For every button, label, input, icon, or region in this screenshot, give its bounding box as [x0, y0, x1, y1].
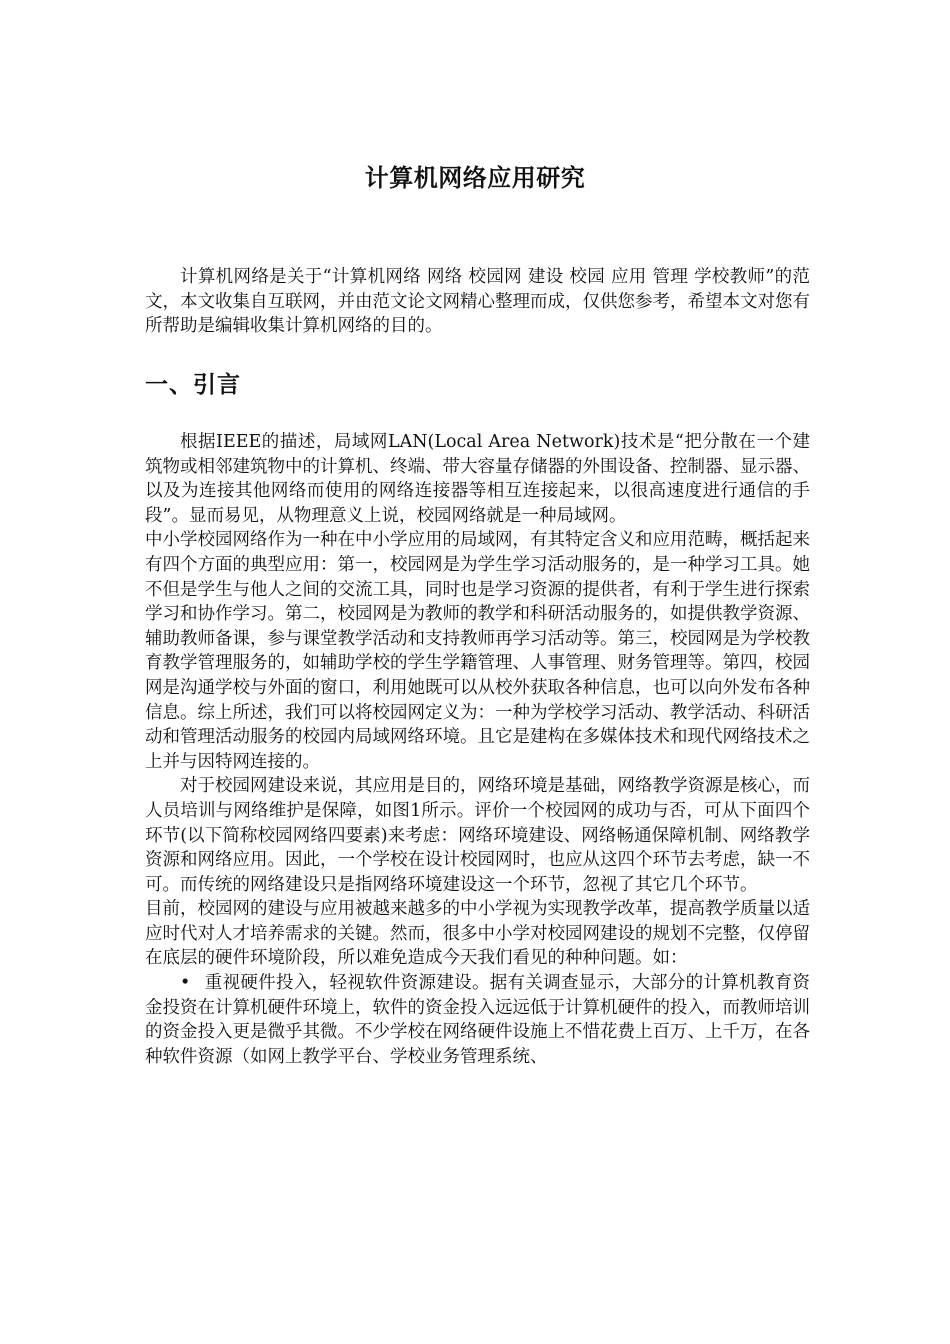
document-title: 计算机网络应用研究: [364, 164, 586, 192]
section-body: [145, 430, 810, 1069]
intro-block: [145, 265, 810, 339]
paragraph-current-problems: 目前，校园网的建设与应用被越来越多的中小学视为实现教学改革，提高教学质量以适应时代对人才培养需求的关键。然而，很多中小学对校园网建设的规划不完整，仅停留在底层的硬件环境阶段，所以难免造成今天我们看见的种种问题。如：: [145, 899, 810, 969]
intro-paragraph: 计算机网络是关于“计算机网络 网络 校园网 建设 校园 应用 管理 学校教师”的范文，本文收集自互联网，并由范文论文网精心整理而成，仅供您参考，希望本文对您有所帮助是编辑收集计算机网络的目的。: [145, 267, 810, 337]
bullet-icon: •: [180, 973, 191, 994]
paragraph-campus-network-applications: 中小学校园网络作为一种在中小学应用的局域网，有其特定含义和应用范畴，概括起来有四个方面的典型应用：第一，校园网是为学生学习活动服务的，是一种学习工具。她不但是学生与他人之间的交流工具，同时也是学习资源的提供者，有利于学生进行探索学习和协作学习。第二，校园网是为教师的教学和科研活动服务的，如提供教学资源、辅助教师备课，参与课堂教学活动和支持教师再学习活动等。第三，校园网是为学校教育教学管理服务的，如辅助学校的学生学籍管理、人事管理、财务管理等。第四，校园网是沟通学校与外面的窗口，利用她既可以从校外获取各种信息，也可以向外发布各种信息。综上所述，我们可以将校园网定义为：一种为学校学习活动、教学活动、科研活动和管理活动服务的校园内局域网络环境。且它是建构在多媒体技术和现代网络技术之上并与因特网连接的。: [145, 530, 810, 772]
paragraph-ieee-definition: 根据IEEE的描述，局域网LAN(Local Area Network)技术是“把分散在一个建筑物或相邻建筑物中的计算机、终端、带大容量存储器的外围设备、控制器、显示器、以及为连接其他网络而使用的网络连接器等相互连接起来，以很高速度进行通信的手段”。显而易见，从物理意义上说，校园网络就是一种局域网。: [145, 432, 810, 526]
bullet-item-text: 重视硬件投入，轻视软件资源建设。据有关调查显示，大部分的计算机教育资金投资在计算机硬件环境上，软件的资金投入远远低于计算机硬件的投入，而教师培训的资金投入更是微乎其微。不少学校在网络硬件设施上不惜花费上百万、上千万，在各种软件资源（如网上教学平台、学校业务管理系统、: [145, 973, 810, 1067]
paragraph-construction-elements: 对于校园网建设来说，其应用是目的，网络环境是基础，网络教学资源是核心，而人员培训与网络维护是保障，如图1所示。评价一个校园网的成功与否，可从下面四个环节(以下简称校园网络四要素)来考虑：网络环境建设、网络畅通保障机制、网络教学资源和网络应用。因此，一个学校在设计校园网时，也应从这四个环节去考虑，缺一不可。而传统的网络建设只是指网络环境建设这一个环节，忽视了其它几个环节。: [145, 776, 810, 895]
section-heading: 一、引言: [145, 372, 241, 398]
bullet-item: [145, 971, 810, 1069]
